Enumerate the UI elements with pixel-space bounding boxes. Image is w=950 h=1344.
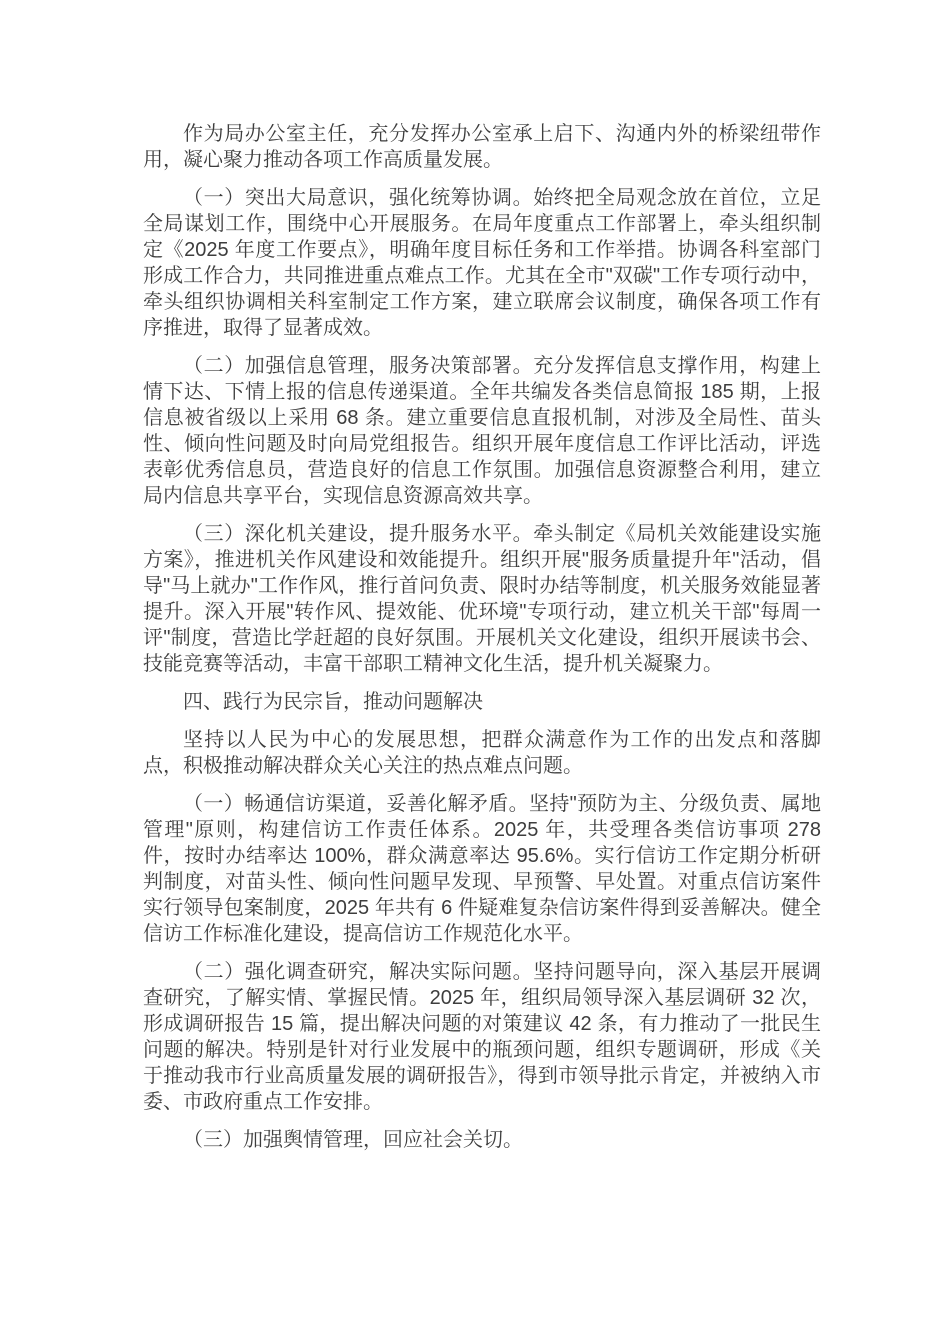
paragraph-section4-item2: （二）强化调查研究，解决实际问题。坚持问题导向，深入基层开展调查研究，了解实情、掌握民情。2025 年，组织局领导深入基层调研 32 次，形成调研报告 15 篇，提出解决问题的对策建议 42 条，有力推动了一批民生问题的解决。特别是针对行业发展中的瓶颈问题，组织专题调研，形成《关于推动我市行业高质量发展的调研报告》，得到市领导批示肯定，并被纳入市委、市政府重点工作安排。 bbox=[143, 961, 821, 1113]
paragraph-intro: 作为局办公室主任，充分发挥办公室承上启下、沟通内外的桥梁纽带作用，凝心聚力推动各项工作高质量发展。 bbox=[143, 123, 821, 171]
document-text-block bbox=[143, 121, 821, 1165]
section-heading-4: 四、践行为民宗旨，推动问题解决 bbox=[183, 691, 483, 713]
paragraph-section4-item1: （一）畅通信访渠道，妥善化解矛盾。坚持"预防为主、分级负责、属地管理"原则，构建信访工作责任体系。2025 年，共受理各类信访事项 278 件，按时办结率达 100%，群众满意率达 95.6%。实行信访工作定期分析研判制度，对苗头性、倾向性问题早发现、早预警、早处置。对重点信访案件实行领导包案制度，2025 年共有 6 件疑难复杂信访案件得到妥善解决。健全信访工作标准化建设，提高信访工作规范化水平。 bbox=[143, 793, 821, 945]
paragraph-section3-item1: （一）突出大局意识，强化统筹协调。始终把全局观念放在首位，立足全局谋划工作，围绕中心开展服务。在局年度重点工作部署上，牵头组织制定《2025 年度工作要点》，明确年度目标任务和工作举措。协调各科室部门形成工作合力，共同推进重点难点工作。尤其在全市"双碳"工作专项行动中，牵头组织协调相关科室制定工作方案，建立联席会议制度，确保各项工作有序推进，取得了显著成效。 bbox=[143, 187, 821, 339]
paragraph-section4-item3: （三）加强舆情管理，回应社会关切。 bbox=[183, 1129, 523, 1151]
paragraph-section3-item3: （三）深化机关建设，提升服务水平。牵头制定《局机关效能建设实施方案》，推进机关作风建设和效能提升。组织开展"服务质量提升年"活动，倡导"马上就办"工作作风，推行首问负责、限时办结等制度，机关服务效能显著提升。深入开展"转作风、提效能、优环境"专项行动，建立机关干部"每周一评"制度，营造比学赶超的良好氛围。开展机关文化建设，组织开展读书会、技能竞赛等活动，丰富干部职工精神文化生活，提升机关凝聚力。 bbox=[143, 523, 821, 675]
paragraph-section4-intro: 坚持以人民为中心的发展思想，把群众满意作为工作的出发点和落脚点，积极推动解决群众关心关注的热点难点问题。 bbox=[143, 729, 821, 777]
paragraph-section3-item2: （二）加强信息管理，服务决策部署。充分发挥信息支撑作用，构建上情下达、下情上报的信息传递渠道。全年共编发各类信息简报 185 期，上报信息被省级以上采用 68 条。建立重要信息直报机制，对涉及全局性、苗头性、倾向性问题及时向局党组报告。组织开展年度信息工作评比活动，评选表彰优秀信息员，营造良好的信息工作氛围。加强信息资源整合利用，建立局内信息共享平台，实现信息资源高效共享。 bbox=[143, 355, 821, 507]
